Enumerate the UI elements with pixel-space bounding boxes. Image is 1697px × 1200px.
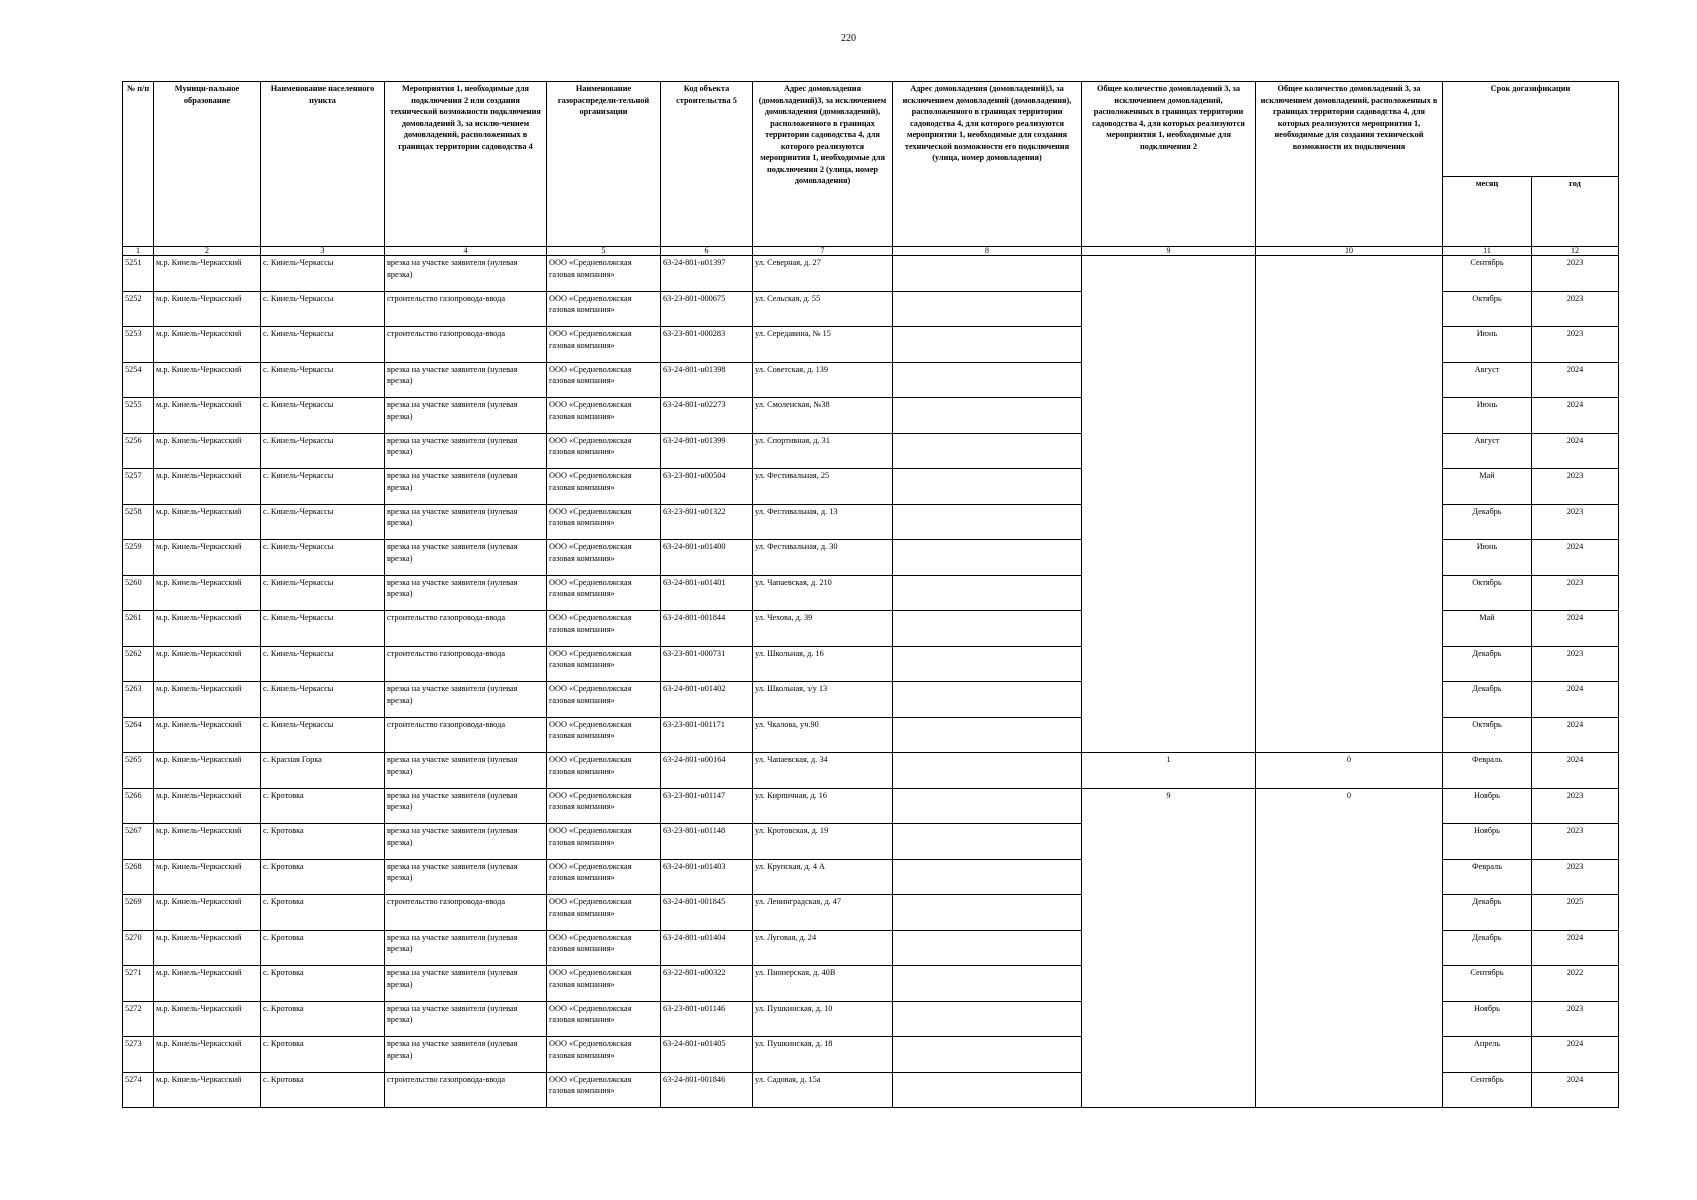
- cell-gas-org: ООО «Средневолжская газовая компания»: [547, 966, 661, 1002]
- cell-month: Декабрь: [1443, 646, 1532, 682]
- cell-num: 5273: [123, 1037, 154, 1073]
- cell-settlement: с. Кинель-Черкассы: [261, 646, 385, 682]
- cell-month: Декабрь: [1443, 930, 1532, 966]
- cell-municipality: м.р. Кинель-Черкасский: [154, 753, 261, 789]
- cell-month: Декабрь: [1443, 895, 1532, 931]
- cell-object-code: 63-23-801-001171: [661, 717, 753, 753]
- header-settlement: Наименование населенного пункта: [261, 82, 385, 247]
- cell-measure: строительство газопровода-ввода: [385, 895, 547, 931]
- cell-municipality: м.р. Кинель-Черкасский: [154, 646, 261, 682]
- cell-address: ул. Школьная, д. 16: [753, 646, 893, 682]
- table-row: [123, 788, 1619, 824]
- cell-num: 5255: [123, 398, 154, 434]
- cell-settlement: с. Кротовка: [261, 1001, 385, 1037]
- cell-year: 2023: [1532, 646, 1619, 682]
- page-number: 220: [841, 33, 856, 44]
- cell-address-tech: [893, 433, 1082, 469]
- cell-gas-org: ООО «Средневолжская газовая компания»: [547, 362, 661, 398]
- cell-month: Ноябрь: [1443, 1001, 1532, 1037]
- cell-measure: врезка на участке заявителя (нулевая врезка): [385, 930, 547, 966]
- cell-settlement: с. Кротовка: [261, 895, 385, 931]
- cell-year: 2023: [1532, 788, 1619, 824]
- header-count-tech: Общее количество домовладений 3, за исключением домовладений, расположенных в границах территории садоводства 4, для которых реализуются мероприятия 1, необходимые для создания технической возможности их подключения: [1256, 82, 1443, 247]
- cell-address-tech: [893, 1072, 1082, 1108]
- cell-month: Май: [1443, 469, 1532, 505]
- cell-object-code: 63-24-801-н02273: [661, 398, 753, 434]
- cell-month: Февраль: [1443, 859, 1532, 895]
- column-number: 6: [661, 247, 753, 256]
- cell-count-tech: 0: [1256, 788, 1443, 1108]
- cell-measure: врезка на участке заявителя (нулевая врезка): [385, 1037, 547, 1073]
- cell-measure: врезка на участке заявителя (нулевая врезка): [385, 788, 547, 824]
- cell-object-code: 63-23-801-н00504: [661, 469, 753, 505]
- cell-object-code: 63-23-801-н01146: [661, 1001, 753, 1037]
- cell-measure: врезка на участке заявителя (нулевая врезка): [385, 362, 547, 398]
- cell-month: Октябрь: [1443, 717, 1532, 753]
- cell-address: ул. Середавина, № 15: [753, 327, 893, 363]
- cell-gas-org: ООО «Средневолжская газовая компания»: [547, 646, 661, 682]
- cell-year: 2024: [1532, 398, 1619, 434]
- header-object-code: Код объекта строительства 5: [661, 82, 753, 247]
- cell-address: ул. Пионерская, д. 40В: [753, 966, 893, 1002]
- cell-measure: врезка на участке заявителя (нулевая врезка): [385, 1001, 547, 1037]
- cell-num: 5260: [123, 575, 154, 611]
- cell-measure: врезка на участке заявителя (нулевая врезка): [385, 504, 547, 540]
- cell-gas-org: ООО «Средневолжская газовая компания»: [547, 895, 661, 931]
- cell-num: 5256: [123, 433, 154, 469]
- cell-object-code: 63-24-801-н01403: [661, 859, 753, 895]
- cell-object-code: 63-24-801-н01404: [661, 930, 753, 966]
- cell-address: ул. Северная, д. 27: [753, 256, 893, 292]
- column-number: 9: [1082, 247, 1256, 256]
- cell-address-tech: [893, 646, 1082, 682]
- cell-measure: врезка на участке заявителя (нулевая врезка): [385, 540, 547, 576]
- cell-address-tech: [893, 327, 1082, 363]
- cell-municipality: м.р. Кинель-Черкасский: [154, 895, 261, 931]
- cell-measure: строительство газопровода-ввода: [385, 646, 547, 682]
- cell-year: 2023: [1532, 859, 1619, 895]
- header-municipality: Муници-пальное образование: [154, 82, 261, 247]
- cell-year: 2023: [1532, 1001, 1619, 1037]
- cell-address: ул. Чапаевская, д. 210: [753, 575, 893, 611]
- cell-municipality: м.р. Кинель-Черкасский: [154, 1037, 261, 1073]
- cell-settlement: с. Кинель-Черкассы: [261, 256, 385, 292]
- cell-object-code: 63-24-801-н01405: [661, 1037, 753, 1073]
- cell-month: Ноябрь: [1443, 824, 1532, 860]
- table-row: [123, 256, 1619, 292]
- column-number: 12: [1532, 247, 1619, 256]
- table-body: [123, 256, 1619, 1108]
- cell-year: 2023: [1532, 291, 1619, 327]
- cell-measure: врезка на участке заявителя (нулевая врезка): [385, 859, 547, 895]
- cell-measure: врезка на участке заявителя (нулевая врезка): [385, 433, 547, 469]
- cell-num: 5270: [123, 930, 154, 966]
- header-num: № п/п: [123, 82, 154, 247]
- cell-address: ул. Крупская, д. 4 А: [753, 859, 893, 895]
- cell-address-tech: [893, 575, 1082, 611]
- cell-municipality: м.р. Кинель-Черкасский: [154, 433, 261, 469]
- cell-count-tech: 0: [1256, 753, 1443, 789]
- table-row: [123, 753, 1619, 789]
- cell-municipality: м.р. Кинель-Черкасский: [154, 788, 261, 824]
- cell-num: 5258: [123, 504, 154, 540]
- cell-month: Апрель: [1443, 1037, 1532, 1073]
- cell-address-tech: [893, 895, 1082, 931]
- cell-year: 2023: [1532, 504, 1619, 540]
- cell-municipality: м.р. Кинель-Черкасский: [154, 540, 261, 576]
- cell-num: 5267: [123, 824, 154, 860]
- header-count-connect: Общее количество домовладений 3, за исключением домовладений, расположенных в границах территории садоводства 4, для которых реализуются мероприятия 1, необходимые для подключения 2: [1082, 82, 1256, 247]
- cell-num: 5261: [123, 611, 154, 647]
- cell-address-tech: [893, 1037, 1082, 1073]
- cell-gas-org: ООО «Средневолжская газовая компания»: [547, 256, 661, 292]
- cell-gas-org: ООО «Средневолжская газовая компания»: [547, 504, 661, 540]
- cell-settlement: с. Кротовка: [261, 788, 385, 824]
- column-number-row: [123, 247, 1619, 256]
- cell-gas-org: ООО «Средневолжская газовая компания»: [547, 930, 661, 966]
- cell-year: 2024: [1532, 433, 1619, 469]
- cell-object-code: 63-24-801-н01398: [661, 362, 753, 398]
- cell-month: Август: [1443, 362, 1532, 398]
- cell-year: 2023: [1532, 256, 1619, 292]
- cell-municipality: м.р. Кинель-Черкасский: [154, 1001, 261, 1037]
- cell-municipality: м.р. Кинель-Черкасский: [154, 575, 261, 611]
- cell-year: 2023: [1532, 327, 1619, 363]
- column-number: 3: [261, 247, 385, 256]
- cell-gas-org: ООО «Средневолжская газовая компания»: [547, 291, 661, 327]
- cell-num: 5272: [123, 1001, 154, 1037]
- cell-measure: врезка на участке заявителя (нулевая врезка): [385, 966, 547, 1002]
- cell-municipality: м.р. Кинель-Черкасский: [154, 1072, 261, 1108]
- cell-address: ул. Смоленская, №38: [753, 398, 893, 434]
- cell-month: Май: [1443, 611, 1532, 647]
- header-month: месяц: [1443, 177, 1532, 247]
- cell-num: 5269: [123, 895, 154, 931]
- cell-settlement: с. Красная Горка: [261, 753, 385, 789]
- cell-settlement: с. Кинель-Черкассы: [261, 682, 385, 718]
- cell-month: Октябрь: [1443, 291, 1532, 327]
- cell-object-code: 63-24-801-н01399: [661, 433, 753, 469]
- cell-year: 2023: [1532, 824, 1619, 860]
- cell-year: 2024: [1532, 930, 1619, 966]
- cell-address: ул. Фестивальная, д. 30: [753, 540, 893, 576]
- cell-num: 5251: [123, 256, 154, 292]
- cell-municipality: м.р. Кинель-Черкасский: [154, 256, 261, 292]
- cell-address-tech: [893, 1001, 1082, 1037]
- cell-measure: строительство газопровода-ввода: [385, 611, 547, 647]
- cell-year: 2024: [1532, 611, 1619, 647]
- cell-object-code: 63-24-801-н01397: [661, 256, 753, 292]
- cell-num: 5254: [123, 362, 154, 398]
- cell-measure: врезка на участке заявителя (нулевая врезка): [385, 398, 547, 434]
- cell-num: 5252: [123, 291, 154, 327]
- cell-object-code: 63-24-801-н01401: [661, 575, 753, 611]
- cell-num: 5265: [123, 753, 154, 789]
- cell-municipality: м.р. Кинель-Черкасский: [154, 717, 261, 753]
- cell-municipality: м.р. Кинель-Черкасский: [154, 398, 261, 434]
- cell-address: ул. Пушкинская, д. 18: [753, 1037, 893, 1073]
- cell-month: Август: [1443, 433, 1532, 469]
- cell-address: ул. Сельская, д. 55: [753, 291, 893, 327]
- cell-address-tech: [893, 682, 1082, 718]
- cell-settlement: с. Кротовка: [261, 1072, 385, 1108]
- column-number: 7: [753, 247, 893, 256]
- cell-gas-org: ООО «Средневолжская газовая компания»: [547, 859, 661, 895]
- cell-gas-org: ООО «Средневолжская газовая компания»: [547, 327, 661, 363]
- cell-address-tech: [893, 859, 1082, 895]
- cell-settlement: с. Кротовка: [261, 1037, 385, 1073]
- cell-address: ул. Кротовская, д. 19: [753, 824, 893, 860]
- cell-month: Февраль: [1443, 753, 1532, 789]
- cell-municipality: м.р. Кинель-Черкасский: [154, 504, 261, 540]
- cell-address-tech: [893, 256, 1082, 292]
- cell-address-tech: [893, 753, 1082, 789]
- header-gas-org: Наименование газораспредели-тельной организации: [547, 82, 661, 247]
- cell-municipality: м.р. Кинель-Черкасский: [154, 469, 261, 505]
- cell-object-code: 63-24-801-н00164: [661, 753, 753, 789]
- cell-year: 2024: [1532, 1037, 1619, 1073]
- cell-measure: врезка на участке заявителя (нулевая врезка): [385, 256, 547, 292]
- cell-gas-org: ООО «Средневолжская газовая компания»: [547, 1037, 661, 1073]
- cell-address: ул. Спортивная, д. 31: [753, 433, 893, 469]
- cell-gas-org: ООО «Средневолжская газовая компания»: [547, 1001, 661, 1037]
- cell-address-tech: [893, 824, 1082, 860]
- cell-object-code: 63-24-801-001845: [661, 895, 753, 931]
- cell-gas-org: ООО «Средневолжская газовая компания»: [547, 682, 661, 718]
- cell-address-tech: [893, 504, 1082, 540]
- cell-municipality: м.р. Кинель-Черкасский: [154, 859, 261, 895]
- cell-month: Декабрь: [1443, 504, 1532, 540]
- gasification-table: [122, 81, 1619, 1108]
- cell-num: 5266: [123, 788, 154, 824]
- cell-municipality: м.р. Кинель-Черкасский: [154, 362, 261, 398]
- cell-address-tech: [893, 966, 1082, 1002]
- cell-num: 5263: [123, 682, 154, 718]
- cell-month: Октябрь: [1443, 575, 1532, 611]
- cell-address: ул. Чапаевская, д. 34: [753, 753, 893, 789]
- cell-gas-org: ООО «Средневолжская газовая компания»: [547, 717, 661, 753]
- cell-municipality: м.р. Кинель-Черкасский: [154, 682, 261, 718]
- column-number: 2: [154, 247, 261, 256]
- cell-address: ул. Пушкинская, д. 10: [753, 1001, 893, 1037]
- cell-settlement: с. Кинель-Черкассы: [261, 611, 385, 647]
- cell-measure: строительство газопровода-ввода: [385, 717, 547, 753]
- cell-measure: врезка на участке заявителя (нулевая врезка): [385, 575, 547, 611]
- cell-gas-org: ООО «Средневолжская газовая компания»: [547, 575, 661, 611]
- cell-address: ул. Фестивальная, д. 13: [753, 504, 893, 540]
- cell-month: Сентябрь: [1443, 256, 1532, 292]
- cell-month: Декабрь: [1443, 682, 1532, 718]
- cell-gas-org: ООО «Средневолжская газовая компания»: [547, 540, 661, 576]
- cell-year: 2023: [1532, 469, 1619, 505]
- cell-address-tech: [893, 930, 1082, 966]
- cell-num: 5257: [123, 469, 154, 505]
- header-address-tech: Адрес домовладения (домовладений)3, за исключением домовладений (домовладения), расположенного в границах территории садоводства 4, для которого реализуются мероприятия 1, необходимые для создания технической возможности его подключения (улица, номер домовладения): [893, 82, 1082, 247]
- cell-object-code: 63-24-801-н01400: [661, 540, 753, 576]
- cell-gas-org: ООО «Средневолжская газовая компания»: [547, 469, 661, 505]
- cell-year: 2024: [1532, 717, 1619, 753]
- cell-settlement: с. Кинель-Черкассы: [261, 398, 385, 434]
- cell-gas-org: ООО «Средневолжская газовая компания»: [547, 824, 661, 860]
- cell-address-tech: [893, 788, 1082, 824]
- cell-settlement: с. Кинель-Черкассы: [261, 469, 385, 505]
- cell-address-tech: [893, 291, 1082, 327]
- cell-address: ул. Советская, д. 139: [753, 362, 893, 398]
- cell-month: Июнь: [1443, 327, 1532, 363]
- cell-gas-org: ООО «Средневолжская газовая компания»: [547, 611, 661, 647]
- cell-address-tech: [893, 611, 1082, 647]
- cell-object-code: 63-22-801-н00322: [661, 966, 753, 1002]
- cell-address: ул. Чехова, д. 39: [753, 611, 893, 647]
- cell-settlement: с. Кинель-Черкассы: [261, 327, 385, 363]
- cell-num: 5271: [123, 966, 154, 1002]
- cell-num: 5264: [123, 717, 154, 753]
- column-number: 1: [123, 247, 154, 256]
- cell-num: 5253: [123, 327, 154, 363]
- cell-address: ул. Луговая, д. 24: [753, 930, 893, 966]
- cell-count-connect: 9: [1082, 788, 1256, 1108]
- cell-gas-org: ООО «Средневолжская газовая компания»: [547, 788, 661, 824]
- column-number: 10: [1256, 247, 1443, 256]
- column-number: 11: [1443, 247, 1532, 256]
- cell-year: 2022: [1532, 966, 1619, 1002]
- cell-settlement: с. Кротовка: [261, 824, 385, 860]
- cell-municipality: м.р. Кинель-Черкасский: [154, 611, 261, 647]
- column-number: 8: [893, 247, 1082, 256]
- column-number: 4: [385, 247, 547, 256]
- cell-settlement: с. Кинель-Черкассы: [261, 717, 385, 753]
- cell-address: ул. Кирпичная, д. 16: [753, 788, 893, 824]
- cell-gas-org: ООО «Средневолжская газовая компания»: [547, 1072, 661, 1108]
- cell-num: 5262: [123, 646, 154, 682]
- cell-address: ул. Школьная, з/у 13: [753, 682, 893, 718]
- cell-gas-org: ООО «Средневолжская газовая компания»: [547, 433, 661, 469]
- cell-object-code: 63-23-801-000283: [661, 327, 753, 363]
- cell-count-connect: [1082, 256, 1256, 753]
- cell-measure: строительство газопровода-ввода: [385, 327, 547, 363]
- cell-object-code: 63-23-801-н01322: [661, 504, 753, 540]
- cell-address-tech: [893, 362, 1082, 398]
- cell-object-code: 63-24-801-001846: [661, 1072, 753, 1108]
- cell-object-code: 63-23-801-000731: [661, 646, 753, 682]
- cell-address: ул. Чкалова, уч.90: [753, 717, 893, 753]
- cell-measure: строительство газопровода-ввода: [385, 1072, 547, 1108]
- cell-gas-org: ООО «Средневолжская газовая компания»: [547, 753, 661, 789]
- cell-address-tech: [893, 540, 1082, 576]
- cell-measure: врезка на участке заявителя (нулевая врезка): [385, 753, 547, 789]
- cell-month: Июнь: [1443, 540, 1532, 576]
- cell-object-code: 63-24-801-н01402: [661, 682, 753, 718]
- cell-address-tech: [893, 469, 1082, 505]
- cell-month: Сентябрь: [1443, 966, 1532, 1002]
- header-measures: Мероприятия 1, необходимые для подключения 2 или создания технической возможности подключения домовладений 3, за исклю-чением домовладений, расположенных в границах территории садоводства 4: [385, 82, 547, 247]
- table-header: [123, 82, 1619, 256]
- cell-address: ул. Ленинградская, д. 47: [753, 895, 893, 931]
- cell-settlement: с. Кинель-Черкассы: [261, 504, 385, 540]
- cell-municipality: м.р. Кинель-Черкасский: [154, 327, 261, 363]
- cell-municipality: м.р. Кинель-Черкасский: [154, 930, 261, 966]
- cell-year: 2024: [1532, 362, 1619, 398]
- cell-settlement: с. Кинель-Черкассы: [261, 433, 385, 469]
- cell-month: Сентябрь: [1443, 1072, 1532, 1108]
- cell-address: ул. Фестивальная, 25: [753, 469, 893, 505]
- cell-address-tech: [893, 717, 1082, 753]
- cell-settlement: с. Кинель-Черкассы: [261, 362, 385, 398]
- cell-measure: врезка на участке заявителя (нулевая врезка): [385, 469, 547, 505]
- cell-settlement: с. Кинель-Черкассы: [261, 291, 385, 327]
- cell-year: 2023: [1532, 575, 1619, 611]
- cell-year: 2025: [1532, 895, 1619, 931]
- cell-year: 2024: [1532, 540, 1619, 576]
- cell-measure: врезка на участке заявителя (нулевая врезка): [385, 682, 547, 718]
- cell-object-code: 63-23-801-н01148: [661, 824, 753, 860]
- cell-municipality: м.р. Кинель-Черкасский: [154, 824, 261, 860]
- cell-object-code: 63-23-801-н01147: [661, 788, 753, 824]
- cell-num: 5274: [123, 1072, 154, 1108]
- cell-municipality: м.р. Кинель-Черкасский: [154, 966, 261, 1002]
- header-address: Адрес домовладения (домовладений)3, за исключением домовладения (домовладений), расположенного в границах территории садоводства 4, для которого реализуются мероприятия 1, необходимые для подключения 2 (улица, номер домовладения): [753, 82, 893, 247]
- cell-address: ул. Садовая, д. 15а: [753, 1072, 893, 1108]
- cell-address-tech: [893, 398, 1082, 434]
- cell-month: Июнь: [1443, 398, 1532, 434]
- cell-settlement: с. Кинель-Черкассы: [261, 575, 385, 611]
- cell-object-code: 63-23-801-000675: [661, 291, 753, 327]
- cell-count-connect: 1: [1082, 753, 1256, 789]
- cell-month: Ноябрь: [1443, 788, 1532, 824]
- cell-settlement: с. Кротовка: [261, 930, 385, 966]
- cell-settlement: с. Кинель-Черкассы: [261, 540, 385, 576]
- cell-object-code: 63-24-801-001844: [661, 611, 753, 647]
- cell-year: 2024: [1532, 682, 1619, 718]
- cell-num: 5259: [123, 540, 154, 576]
- cell-measure: строительство газопровода-ввода: [385, 291, 547, 327]
- cell-num: 5268: [123, 859, 154, 895]
- cell-settlement: с. Кротовка: [261, 859, 385, 895]
- cell-measure: врезка на участке заявителя (нулевая врезка): [385, 824, 547, 860]
- cell-municipality: м.р. Кинель-Черкасский: [154, 291, 261, 327]
- cell-year: 2024: [1532, 753, 1619, 789]
- column-number: 5: [547, 247, 661, 256]
- cell-gas-org: ООО «Средневолжская газовая компания»: [547, 398, 661, 434]
- header-term: Срок догазификации: [1443, 82, 1619, 177]
- cell-settlement: с. Кротовка: [261, 966, 385, 1002]
- cell-year: 2024: [1532, 1072, 1619, 1108]
- header-year: год: [1532, 177, 1619, 247]
- cell-count-tech: [1256, 256, 1443, 753]
